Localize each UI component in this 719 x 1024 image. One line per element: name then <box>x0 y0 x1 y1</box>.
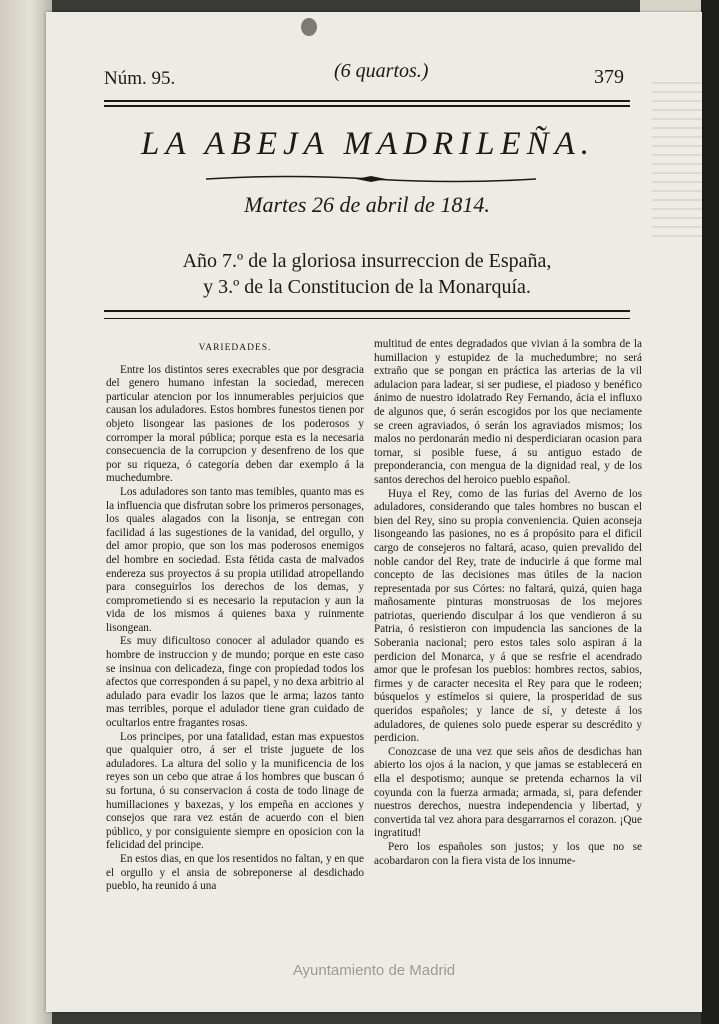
right-column <box>374 338 642 868</box>
section-heading: VARIEDADES. <box>198 343 272 353</box>
issue-number: Núm. 95. <box>104 68 176 89</box>
header-rule <box>104 310 630 312</box>
paragraph: Pero los españoles son justos; y los que no se acobardaron con la fiera vista de los innume- <box>374 840 642 867</box>
paragraph: Conozcase de una vez que seis años de desdichas han abierto los ojos á la nacion, y que jamas se establecerá en ella el despotismo; aunque se pretenda echarnos la vil coyunda con la fuerza armada; armada, si, para defender nuestros derechos, nuestra independencia y libertad, y convertida tal vez ahora para desgarrarnos el corazon. ¡Que ingratitud! <box>374 745 642 840</box>
paragraph: Es muy dificultoso conocer al adulador quando es hombre de instruccion y de mundo; porque en este caso se insinua con delicadeza, finge con propiedad todos los afectos que corresponden á su papel, y no dexa arbitrio al adulado para evadir los lazos que le arma; lazos tanto mas terribles, porque el adulador tiene gran cuidado de ocultarlos entre fragantes rosas. <box>106 635 364 730</box>
paper-stain <box>301 18 317 36</box>
paragraph: Los principes, por una fatalidad, estan mas expuestos que qualquier otro, á ser el triste juguete de los aduladores. La altura del solio y la munificencia de los reyes son un cebo que atrae á los hombres que buscan ó su fortuna, ó su conservacion á costa de todo linage de humillaciones y baxezas, y los empeña en acciones y consejos que rara vez están de acuerdo con el bien público, y por consiguiente siempre en oposicion con la felicidad del principe. <box>106 730 364 852</box>
paragraph: multitud de entes degradados que vivian á la sombra de la humillacion y estupidez de la muchedumbre; no será extraño que se pongan en práctica las arterias de la vil adulacion para ladear, si ser pudiese, el piadoso y benéfico ánimo de nuestro idolatrado Rey Fernando, ácia el influxo de algunos que, ó serán escogidos por los que neciamente se creen agraviados, ó serán los agraviados mismos; los malos no perdonarán medio ni desperdiciaran ocasion para tornar, si posible fuese, á su antiguo estado de preponderancia, con mengua de la dignidad real, y de los santos derechos del heroico pueblo español. <box>374 338 642 486</box>
issue-price: (6 quartos.) <box>334 60 429 82</box>
paragraph: Los aduladores son tanto mas temibles, quanto mas es la influencia que disfrutan sobre los primeros personages, los quales alagados con la lisonja, se entregan con facilidad á las sugestiones de la vanidad, del orgullo, y del amor propio, que son los mas poderosos enemigos del hombre en sociedad. Esta fétida casta de malvados endereza sus proyectos á su propia utilidad atropellando para conseguirlos los derechos de los demas, y comprometiendo si es necesario la reputacion y aun la vida de los mismos á quienes baxa y ruinmente lisongean. <box>106 485 364 634</box>
year-line-1: Año 7.º de la gloriosa insurreccion de España, <box>182 250 552 272</box>
paragraph: Entre los distintos seres execrables que por desgracia del genero humano infestan la sociedad, merecen particular atencion por los innumerables perjuicios que causan los aduladores. Estos hombres funestos tienen por objeto lisongear las pasiones de los poderosos y corromper la moral pública; porque esta es la necesaria consecuencia de la corrupcion y desenfreno de los que por su riqueza, ó categoría deben dar exemplo á la muchedumbre. <box>106 363 364 485</box>
year-line-2: y 3.º de la Constitucion de la Monarquía. <box>203 276 531 298</box>
archive-watermark: Ayuntamiento de Madrid <box>292 962 456 979</box>
paragraph: En estos dias, en que los resentidos no faltan, y en que el orgullo y el ansia de sobreponerse al desdichado pueblo, ha reunido á una <box>106 852 364 893</box>
page-number: 379 <box>594 66 624 88</box>
show-through-text <box>652 82 702 242</box>
header-rule-thin <box>104 318 630 319</box>
title-flourish <box>206 174 536 184</box>
issue-date: Martes 26 de abril de 1814. <box>244 192 490 217</box>
left-column <box>106 338 364 894</box>
paragraph: Huya el Rey, como de las furias del Averno de los aduladores, considerando que tales hombres no buscan el bien del Rey, sino su propia conveniencia. Quien aconseja lisongeando las pasiones, no es á propósito para el dificil cargo de consejeros no faltará, acaso, quien prevalido del noble candor del Rey, trate de inducirle á que forme mal concepto de las decisiones mas útiles de la nacion representada por sus Córtes: no faltará, quizá, quien haga mañosamente pinturas monstruosas de los mejores patriotas, queriendo disculpar á los que vendieron á su Patria, ó resistieron con impudencia las sanciones de la Soberania nacional; pero estos tales solo aspiran á la perdicion del Monarca, y á que se resfrie el acendrado amor que le profesan los pueblos: hombres rectos, sabios, firmes y de caracter necesita el Rey para que le rodeen; búsquelos y estímelos si quiere, la prosperidad de sus queridos españoles; y lance de sí, y deteste á los aduladores, de quienes solo puede esperar su descrédito y perdicion. <box>374 487 642 745</box>
scan-border <box>701 0 719 1024</box>
newspaper-title: LA ABEJA MADRILEÑA. <box>140 126 596 162</box>
newspaper-page <box>46 12 702 1012</box>
masthead-rule <box>104 100 630 107</box>
adjacent-page-edge <box>0 0 52 1024</box>
